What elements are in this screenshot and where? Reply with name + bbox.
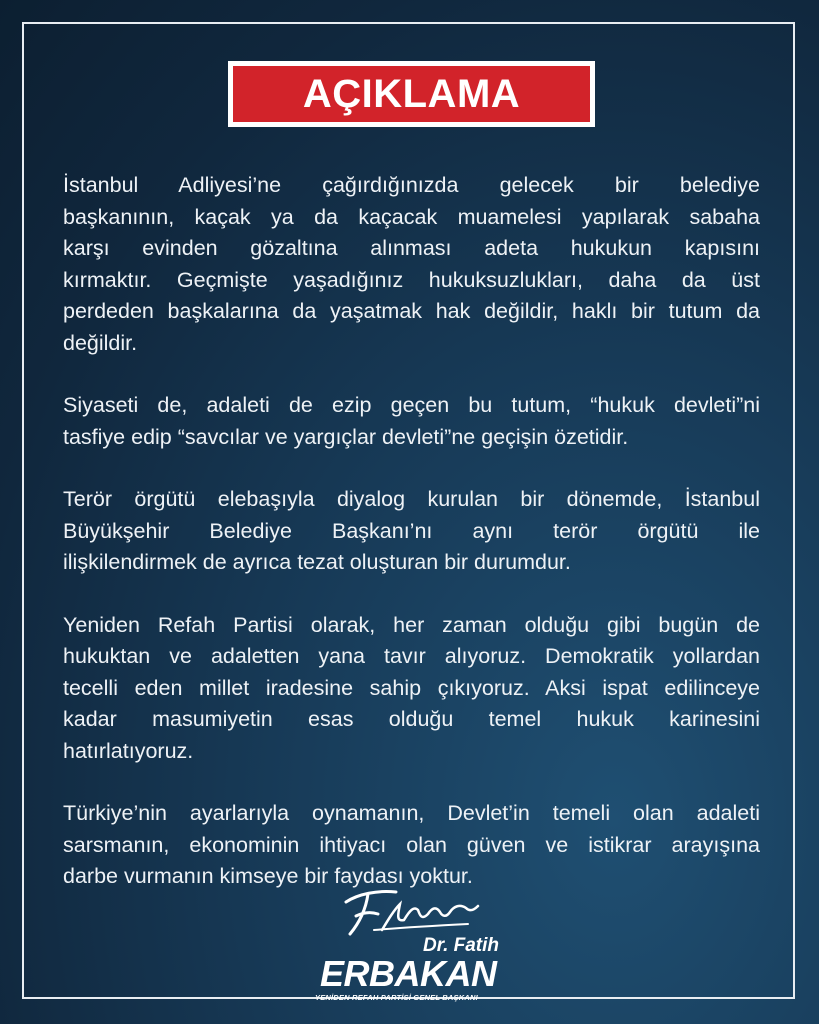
paragraph-line: darbe vurmanın kimseye bir faydası yoktur. <box>63 864 473 888</box>
paragraph-line: hukuktan ve adaletten yana tavır alıyoruz. Demokratik yollardan <box>63 644 760 668</box>
signatory-first-name: Dr. Fatih <box>423 935 500 956</box>
paragraph-line: Yeniden Refah Partisi olarak, her zaman olduğu gibi bugün de <box>63 612 760 637</box>
paragraph-line: karşı evinden gözaltına alınması adeta hukukun kapısını <box>63 236 760 260</box>
paragraph-line: İstanbul Adliyesi’ne çağırdığınızda gelecek bir belediye <box>63 173 760 197</box>
page-title: AÇIKLAMA <box>302 71 521 116</box>
handwritten-signature <box>338 880 488 940</box>
signatory-surname: ERBAKAN <box>320 953 497 994</box>
paragraph-line: tasfiye edip “savcılar ve yargıçlar devleti”ne geçişin özetidir. <box>63 424 629 449</box>
statement-paragraph <box>63 170 760 359</box>
statement-paragraph <box>63 798 760 893</box>
paragraph-line: başkanının, kaçak ya da kaçacak muamelesi yapılarak sabaha <box>63 204 760 229</box>
signatory-position: YENİDEN REFAH PARTİSİ GENEL BAŞKANI <box>315 993 478 1002</box>
paragraph-line: hatırlatıyoruz. <box>63 738 194 763</box>
title-banner-inner <box>233 66 590 122</box>
statement-paragraph <box>63 484 760 579</box>
paragraph-line: kadar masumiyetin esas olduğu temel hukuk karinesini <box>63 707 760 731</box>
paragraph-line: Türkiye’nin ayarlarıyla oynamanın, Devlet’in temeli olan adaleti <box>63 801 760 825</box>
paragraph-line: Siyaseti de, adaleti de ezip geçen bu tutum, “hukuk devleti”ni <box>63 393 760 417</box>
statement-body <box>63 170 760 924</box>
paragraph-line: sarsmanın, ekonominin ihtiyacı olan güven ve istikrar arayışına <box>63 832 760 857</box>
statement-paragraph <box>63 610 760 768</box>
paragraph-line: perdeden başkalarına da yaşatmak hak değildir, haklı bir tutum da <box>63 299 760 323</box>
paragraph-line: Terör örgütü elebaşıyla diyalog kurulan bir dönemde, İstanbul <box>63 487 760 511</box>
paragraph-line: değildir. <box>63 330 138 355</box>
paragraph-line: Büyükşehir Belediye Başkanı’nı aynı terör örgütü ile <box>63 518 760 543</box>
title-banner <box>228 61 595 127</box>
statement-paragraph <box>63 390 760 453</box>
paragraph-line: ilişkilendirmek de ayrıca tezat oluşturan bir durumdur. <box>63 550 571 574</box>
paragraph-line: kırmaktır. Geçmişte yaşadığınız hukuksuzlukları, daha da üst <box>63 267 760 292</box>
paragraph-line: tecelli eden millet iradesine sahip çıkıyoruz. Aksi ispat edilinceye <box>63 675 760 700</box>
signature-block <box>310 880 510 1005</box>
